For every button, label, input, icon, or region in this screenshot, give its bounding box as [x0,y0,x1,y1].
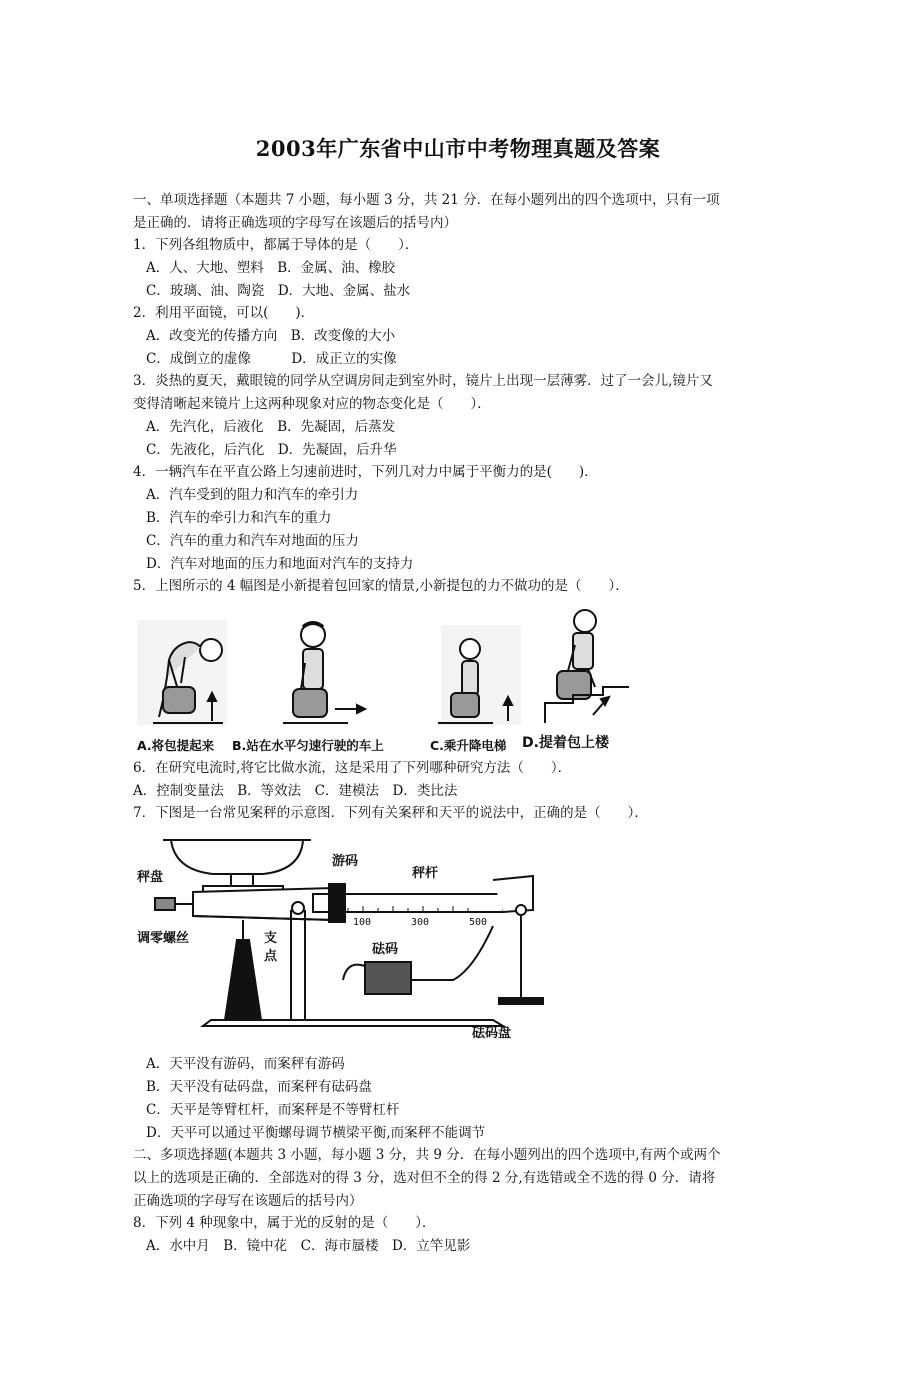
label-fulcrum-1: 支 [264,931,278,946]
q2-options-ab: A．改变光的传播方向 B．改变像的大小 [146,328,396,344]
q7-option-c: C．天平是等臂杠杆，而案秤是不等臂杠杆 [146,1102,400,1118]
q3-stem-line1: 3．炎热的夏天，戴眼镜的同学从空调房间走到室外时，镜片上出现一层薄雾．过了一会儿,镜片又 [133,373,713,389]
q5-scene-a [137,620,227,725]
label-weight-pan: 砝码盘 [472,1026,512,1041]
q8-stem: 8．下列 4 种现象中，属于光的反射的是（ ）． [133,1215,436,1231]
q5-stem: 5．上图所示的 4 幅图是小新提着包回家的情景,小新提包的力不做功的是（ ）． [133,578,629,594]
q4-option-c: C．汽车的重力和汽车对地面的压力 [146,533,359,549]
label-beam: 秤杆 [412,866,439,881]
q5-figure [133,605,633,735]
label-rider: 游码 [332,854,359,869]
q5-scene-b [283,623,365,723]
q5-caption-c: C.乘升降电梯 [430,738,507,753]
q4-stem: 4．一辆汽车在平直公路上匀速前进时，下列几对力中属于平衡力的是( )． [133,464,598,480]
q2-stem: 2．利用平面镜，可以( )． [133,305,315,321]
q4-option-b: B．汽车的牵引力和汽车的重力 [146,510,332,526]
q7-option-b: B．天平没有砝码盘，而案秤有砝码盘 [146,1079,372,1095]
scale-pan [171,840,303,874]
section2-header-line2: 以上的选项是正确的．全部选对的得 3 分，选对但不全的得 2 分,有选错或全不选的得 0 分．请将 [133,1170,716,1186]
section2-header-line3: 正确选项的字母写在该题后的括号内） [133,1193,363,1209]
label-weight: 砝码 [372,942,399,957]
zero-screw [155,898,175,910]
q1-stem: 1．下列各组物质中，都属于导体的是（ ）． [133,237,419,253]
q6-stem: 6．在研究电流时,将它比做水流，这是采用了下列哪种研究方法（ ）． [133,760,572,776]
q4-option-d: D．汽车对地面的压力和地面对汽车的支持力 [146,556,414,572]
scale-tick-500: 500 [469,917,488,928]
q3-options-ab: A．先汽化，后液化 B．先凝固，后蒸发 [146,419,396,435]
section1-header-line2: 是正确的．请将正确选项的字母写在该题后的括号内） [133,215,457,231]
q5-caption-b: B.站在水平匀速行驶的车上 [232,738,384,753]
q5-caption-d: D.提着包上楼 [522,735,609,751]
q6-options: A．控制变量法 B．等效法 C．建模法 D．类比法 [133,783,458,799]
q8-options: A．水中月 B．镜中花 C．海市蜃楼 D．立竿见影 [146,1238,471,1254]
label-pan: 秤盘 [137,870,164,885]
label-zero-screw: 调零螺丝 [137,931,190,946]
q4-option-a: A．汽车受到的阻力和汽车的牵引力 [146,487,359,503]
left-support [225,940,261,1020]
q7-stem: 7．下图是一台常见案秤的示意图．下列有关案秤和天平的说法中，正确的是（ ）． [133,805,648,821]
label-fulcrum-2: 点 [264,949,278,964]
q3-stem-line2: 变得清晰起来镜片上这两种现象对应的物态变化是（ ）． [133,396,491,412]
weight-pan [499,998,543,1004]
q7-option-a: A．天平没有游码，而案秤有游码 [146,1056,345,1072]
q5-scene-d [545,610,629,723]
scale-tick-300: 300 [411,917,430,928]
q2-options-cd: C．成倒立的虚像 D．成正立的实像 [146,351,397,367]
q1-options-ab: A．人、大地、塑料 B．金属、油、橡胶 [146,260,396,276]
scale-rider [329,884,345,922]
q1-options-cd: C．玻璃、油、陶瓷 D．大地、金属、盐水 [146,283,411,299]
section1-header-line1: 一、单项选择题（本题共 7 小题，每小题 3 分，共 21 分．在每小题列出的四个选项中，只有一项 [133,192,720,208]
page-title: 2003年广东省中山市中考物理真题及答案 [255,136,661,161]
weights [365,962,411,994]
section2-header-line1: 二、多项选择题(本题共 3 小题，每小题 3 分，共 9 分．在每小题列出的四个选项中,有两个或两个 [133,1147,721,1163]
q5-scene-c [438,625,521,725]
q5-caption-a: A.将包提起来 [137,738,215,753]
q3-options-cd: C．先液化，后汽化 D．先凝固，后升华 [146,442,397,458]
scale-tick-100: 100 [353,917,372,928]
q7-option-d: D．天平可以通过平衡螺母调节横梁平衡,而案秤不能调节 [146,1125,486,1141]
